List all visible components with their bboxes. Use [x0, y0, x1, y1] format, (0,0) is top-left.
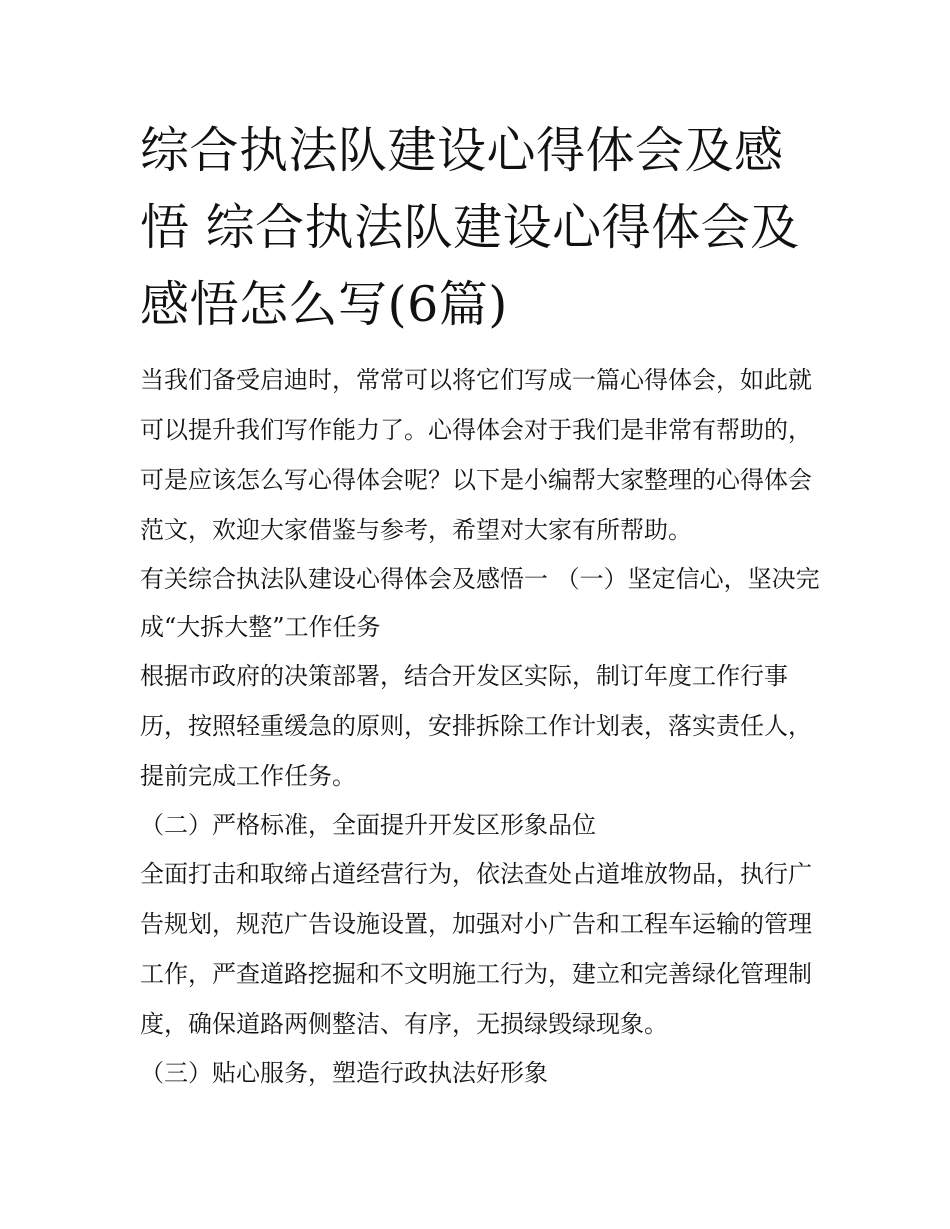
section-one-heading: 有关综合执法队建设心得体会及感悟一 （一）坚定信心，坚决完成“大拆大整”工作任务 [140, 565, 820, 641]
section-two-heading: （二）严格标准，全面提升开发区形象品位 [140, 811, 596, 839]
section-one-paragraph: 根据市政府的决策部署，结合开发区实际，制订年度工作行事历，按照轻重缓急的原则，安排拆除工作计划表，落实责任人，提前完成工作任务。 [140, 662, 812, 790]
section-two-paragraph: 全面打击和取缔占道经营行为，依法查处占道堆放物品，执行广告规划，规范广告设施设置，加强对小广告和工程车运输的管理工作，严查道路挖掘和不文明施工行为，建立和完善绿化管理制度，确保道路两侧整洁、有序，无损绿毁绿现象。 [140, 860, 812, 1038]
intro-paragraph: 当我们备受启迪时，常常可以将它们写成一篇心得体会，如此就可以提升我们写作能力了。心得体会对于我们是非常有帮助的，可是应该怎么写心得体会呢？以下是小编帮大家整理的心得体会范文，欢迎大家借鉴与参考，希望对大家有所帮助。 [140, 366, 812, 544]
document-body [140, 355, 820, 1097]
section-three-heading: （三）贴心服务，塑造行政执法好形象 [140, 1059, 548, 1087]
document-title: 综合执法队建设心得体会及感悟 综合执法队建设心得体会及感悟怎么写(6篇) [140, 122, 800, 333]
